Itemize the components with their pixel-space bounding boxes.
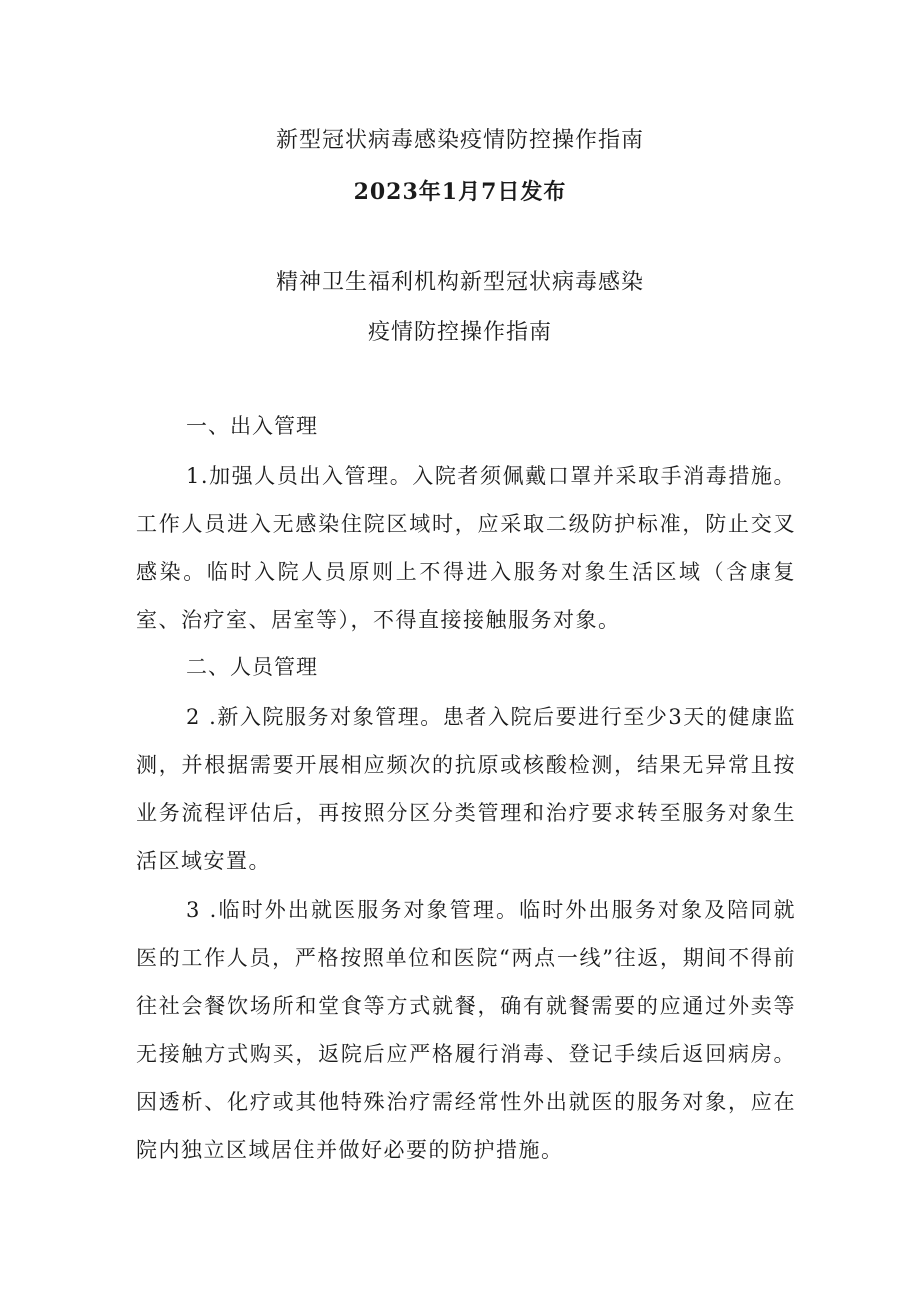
section-heading-personnel: 二、人员管理 <box>186 655 318 679</box>
paragraph-1: 1.加强人员出入管理。入院者须佩戴口罩并采取手消毒措施。工作人员进入无感染住院区域时，应采取二级防护标准，防止交叉感染。临时入院人员原则上不得进入服务对象生活区域（含康复室、治疗室、居室等），不得直接接触服务对象。 <box>136 464 796 632</box>
header-title: 新型冠状病毒感染疫情防控操作指南 <box>275 128 644 153</box>
release-date: 2023年1月7日发布 <box>353 179 567 205</box>
main-title-line-1: 精神卫生福利机构新型冠状病毒感染 <box>275 270 644 295</box>
main-title-line-2: 疫情防控操作指南 <box>367 320 552 345</box>
section-heading-entry-exit: 一、出入管理 <box>186 414 318 438</box>
paragraph-2: 2 .新入院服务对象管理。患者入院后要进行至少3天的健康监测，并根据需要开展相应频次的抗原或核酸检测，结果无异常且按业务流程评估后，再按照分区分类管理和治疗要求转至服务对象生活区域安置。 <box>136 705 796 873</box>
paragraph-3: 3 .临时外出就医服务对象管理。临时外出服务对象及陪同就医的工作人员，严格按照单位和医院“两点一线”往返，期间不得前往社会餐饮场所和堂食等方式就餐，确有就餐需要的应通过外卖等无接触方式购买，返院后应严格履行消毒、登记手续后返回病房。因透析、化疗或其他特殊治疗需经常性外出就医的服务对象，应在院内独立区域居住并做好必要的防护措施。 <box>136 898 796 1162</box>
